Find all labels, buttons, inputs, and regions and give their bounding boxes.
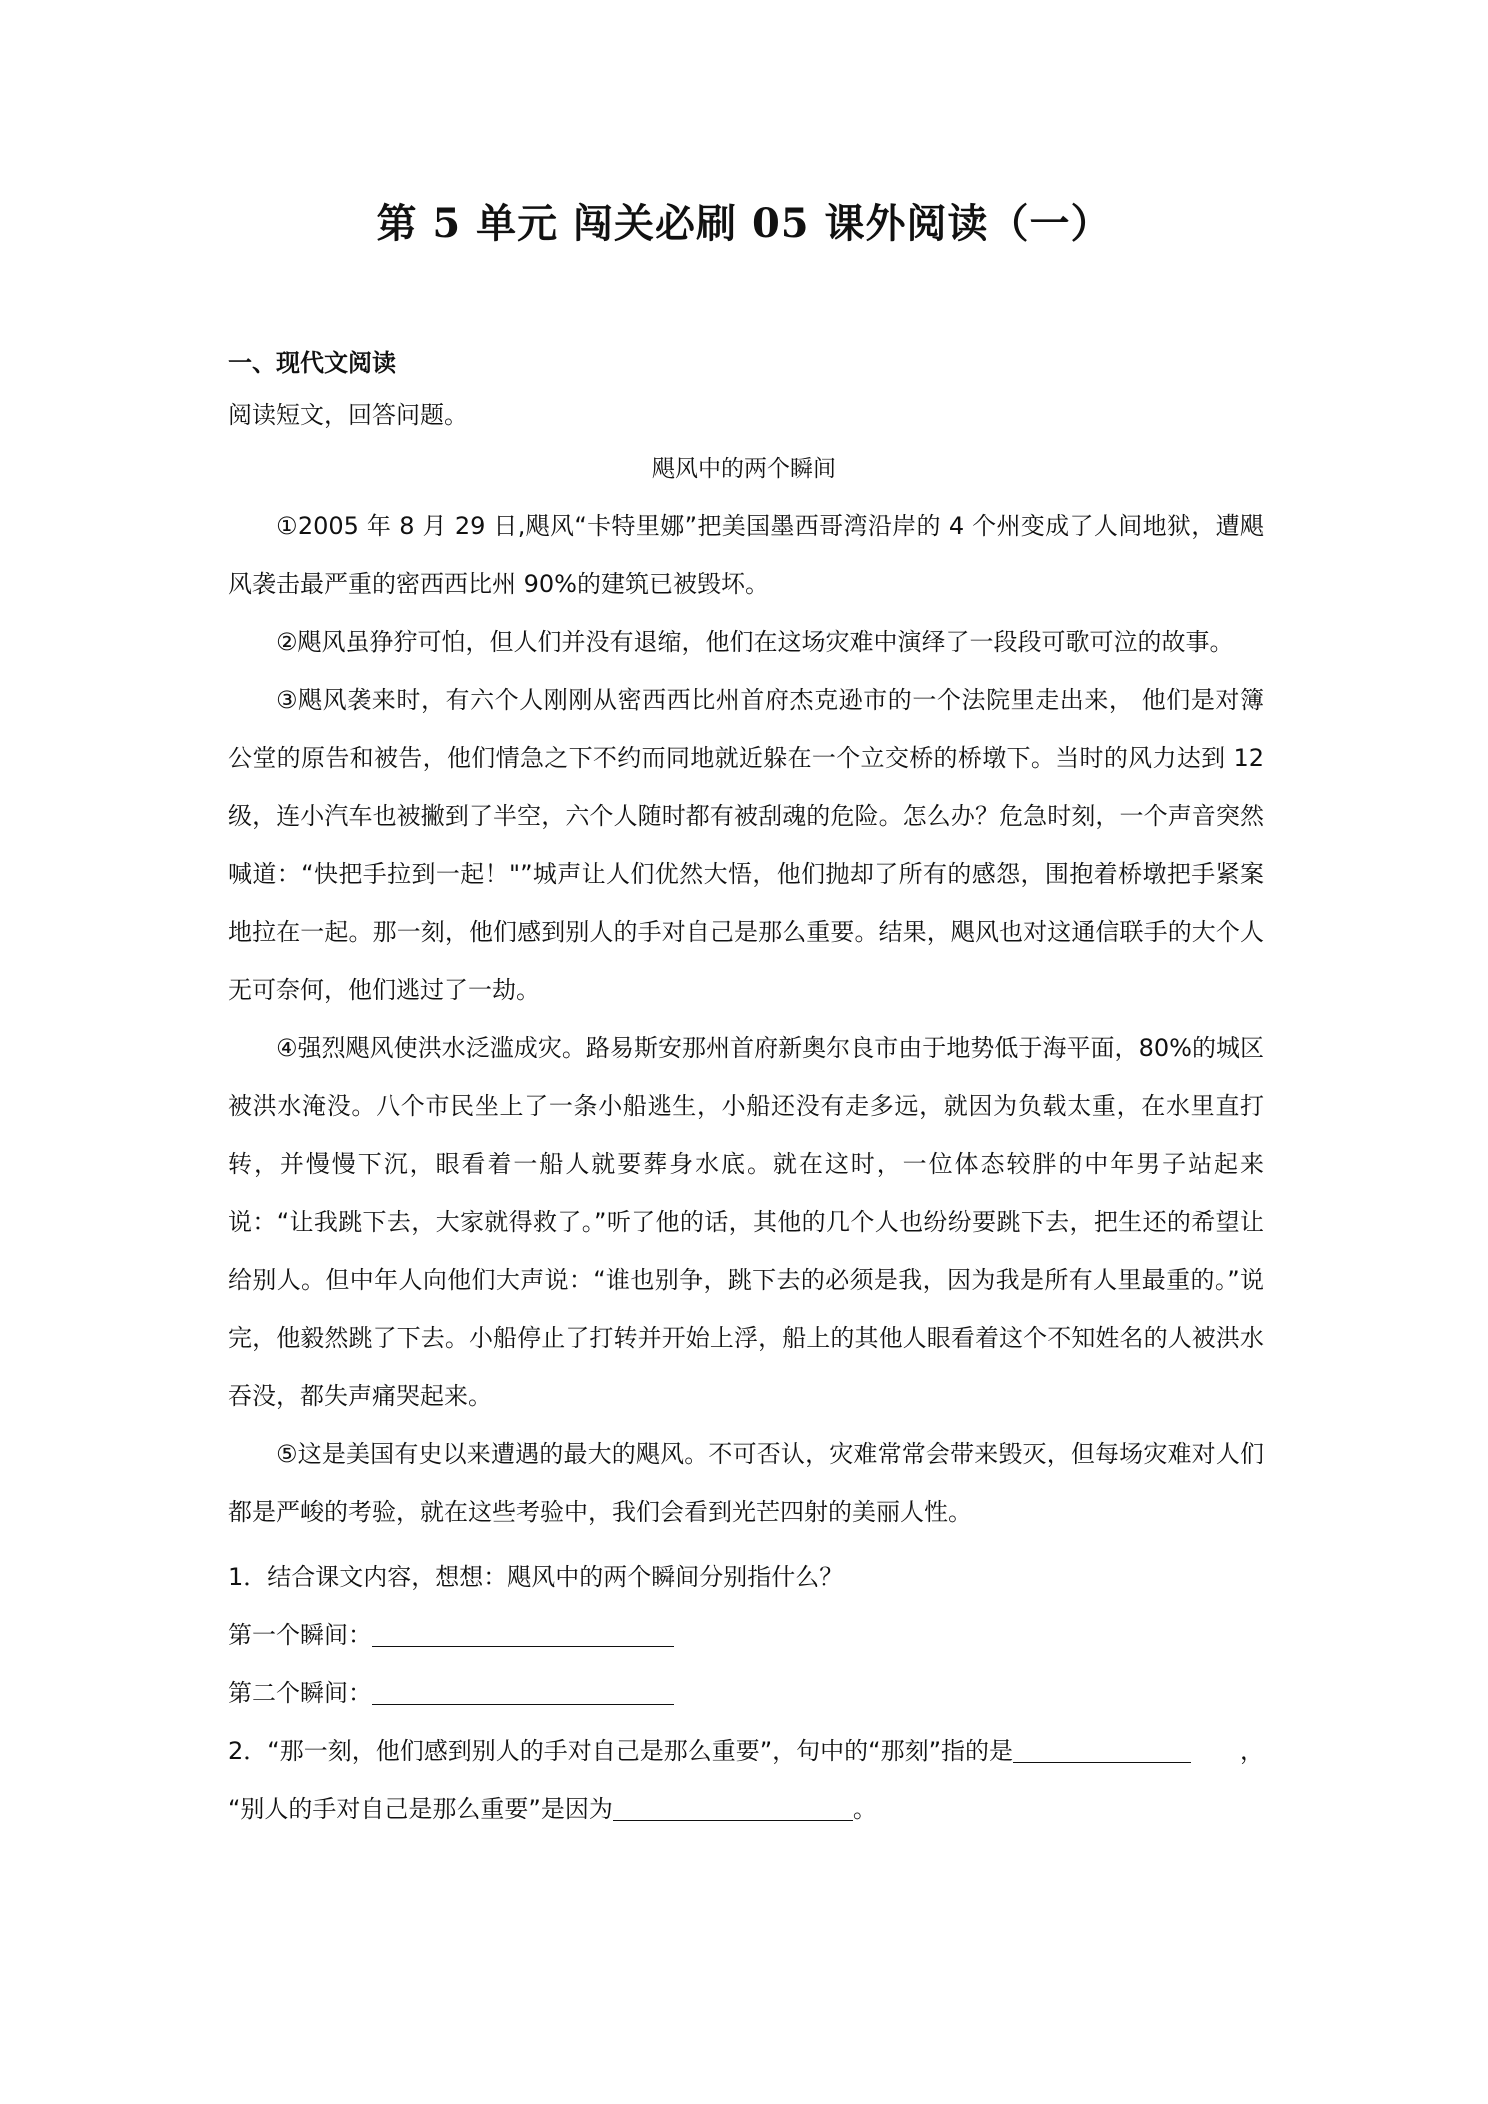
question-2-comma: ， [1240, 1737, 1264, 1765]
reading-instruction: 阅读短文，回答问题。 [228, 401, 468, 429]
document-title: 第 5 单元 闯关必刷 05 课外阅读（一） [376, 200, 1112, 247]
passage-body [228, 497, 1264, 1541]
answer-blank-first[interactable] [372, 1616, 674, 1647]
paragraph-3: ③飓风袭来时，有六个人刚刚从密西西比州首府杰克逊市的一个法院里走出来， 他们是对簿公堂的原告和被告，他们情急之下不约而同地就近躲在一个立交桥的桥墩下。当时的风力达到 12 级，连小汽车也被撇到了半空，六个人随时都有被刮魂的危险。怎么办？危急时刻，一个声音突然喊道：“快把手拉到一起！"”城声让人们优然大悟，他们抛却了所有的感怨，围抱着桥墩把手紧案地拉在一起。那一刻，他们感到别人的手对自己是那么重要。结果，飓风也对这通信联手的大个人无可奈何，他们逃过了一劫。 [228, 686, 1264, 1004]
questions-section [228, 1548, 1264, 1838]
paragraph-4: ④强烈飓风使洪水泛滥成灾。路易斯安那州首府新奥尔良市由于地势低于海平面，80%的城区被洪水淹没。八个市民坐上了一条小船逃生，小船还没有走多远，就因为负载太重，在水里直打转，并慢慢下沉，眼看着一船人就要葬身水底。就在这时，一位体态较胖的中年男子站起来说：“让我跳下去，大家就得救了。”听了他的话，其他的几个人也纷纷要跳下去，把生还的希望让给别人。但中年人向他们大声说：“谁也别争，跳下去的必须是我，因为我是所有人里最重的。”说完，他毅然跳了下去。小船停止了打转并开始上浮，船上的其他人眼看着这个不知姓名的人被洪水吞没，都失声痛哭起来。 [228, 1034, 1264, 1410]
question-2-period: 。 [852, 1795, 877, 1823]
question-2-text-part1: 2．“那一刻，他们感到别人的手对自己是那么重要”，句中的“那刻”指的是 [228, 1737, 1014, 1765]
answer-blank-that-moment[interactable] [1013, 1732, 1191, 1763]
answer-label-first: 第一个瞬间： [228, 1621, 372, 1649]
question-1: 1．结合课文内容，想想：飓风中的两个瞬间分别指什么？ [228, 1563, 844, 1591]
section-heading: 一、现代文阅读 [228, 349, 396, 377]
question-2 [228, 1722, 1264, 1780]
answer-blank-reason[interactable] [613, 1790, 853, 1821]
paragraph-1: ①2005 年 8 月 29 日,飓风“卡特里娜”把美国墨西哥湾沿岸的 4 个州变成了人间地狱，遭飓风袭击最严重的密西西比州 90%的建筑已被毁坏。 [228, 512, 1264, 598]
question-2-text-part2: “别人的手对自己是那么重要”是因为 [228, 1795, 613, 1823]
paragraph-5: ⑤这是美国有史以来遭遇的最大的飓风。不可否认，灾难常常会带来毁灭，但每场灾难对人们都是严峻的考验，就在这些考验中，我们会看到光芒四射的美丽人性。 [228, 1440, 1264, 1526]
answer-blank-second[interactable] [372, 1674, 674, 1705]
passage-title: 飓风中的两个瞬间 [652, 456, 836, 482]
question-2-continued [228, 1780, 1264, 1838]
question-1-answer-2 [228, 1664, 1264, 1722]
answer-label-second: 第二个瞬间： [228, 1679, 372, 1707]
question-1-answer-1 [228, 1606, 1264, 1664]
paragraph-2: ②飓风虽狰狞可怕，但人们并没有退缩，他们在这场灾难中演绎了一段段可歌可泣的故事。 [276, 628, 1234, 656]
